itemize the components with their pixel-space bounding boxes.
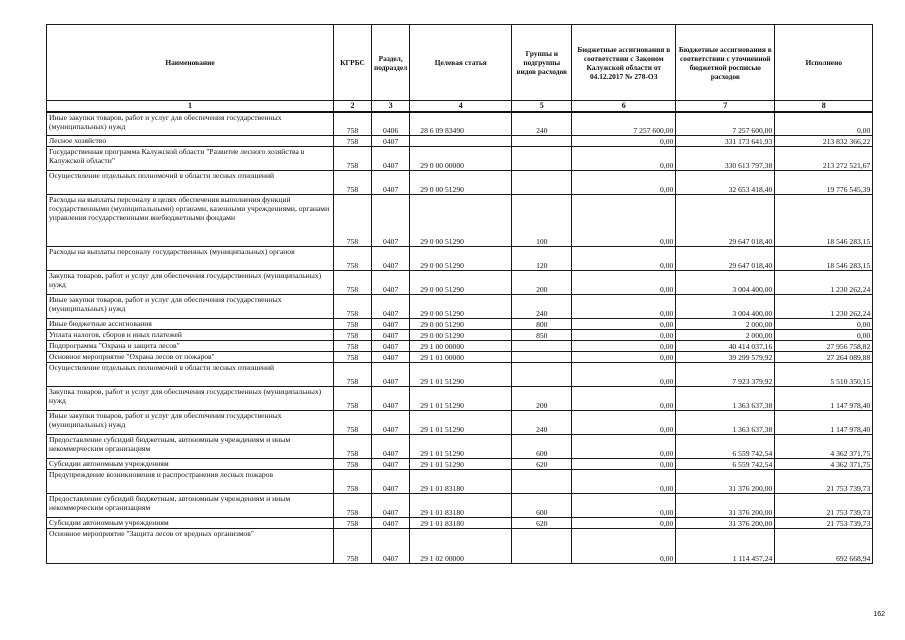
- cell-refined-allocation: 6 559 742,54: [676, 459, 775, 470]
- cell-target-article: 29 0 00 51290: [410, 295, 512, 319]
- cell-kgrbs: 758: [334, 529, 372, 564]
- cell-razdel: 0407: [372, 435, 410, 459]
- cell-executed: 27 264 089,88: [775, 352, 873, 363]
- table-row: [47, 387, 873, 411]
- cell-expense-group: [512, 363, 572, 387]
- table-row: [47, 459, 873, 470]
- cell-razdel: 0407: [372, 147, 410, 171]
- cell-kgrbs: 758: [334, 195, 372, 247]
- cell-target-article: 29 1 00 00000: [410, 341, 512, 352]
- cell-target-article: 29 1 01 51290: [410, 363, 512, 387]
- cell-refined-allocation: 31 376 200,00: [676, 518, 775, 529]
- cell-expense-group: 800: [512, 319, 572, 330]
- cell-razdel: 0407: [372, 171, 410, 195]
- budget-table: [46, 24, 873, 564]
- cell-kgrbs: 758: [334, 147, 372, 171]
- cell-target-article: 29 1 01 83180: [410, 470, 512, 494]
- table-row: [47, 470, 873, 494]
- cell-expense-group: 620: [512, 518, 572, 529]
- cell-razdel: 0407: [372, 470, 410, 494]
- cell-target-article: 29 0 00 51290: [410, 330, 512, 341]
- cell-kgrbs: 758: [334, 171, 372, 195]
- cell-razdel: 0407: [372, 195, 410, 247]
- cell-executed: 0,00: [775, 330, 873, 341]
- cell-expense-group: 200: [512, 271, 572, 295]
- cell-kgrbs: 758: [334, 295, 372, 319]
- cell-expense-group: 600: [512, 435, 572, 459]
- cell-refined-allocation: 29 647 018,40: [676, 247, 775, 271]
- cell-target-article: 29 0 00 51290: [410, 247, 512, 271]
- cell-law-allocation: 0,00: [572, 435, 676, 459]
- cell-law-allocation: 0,00: [572, 387, 676, 411]
- cell-kgrbs: 758: [334, 352, 372, 363]
- cell-expense-group: [512, 171, 572, 195]
- cell-name: Предоставление субсидий бюджетным, автономным учреждениям и иным некоммерческим организациям: [47, 435, 334, 459]
- cell-refined-allocation: 39 299 579,92: [676, 352, 775, 363]
- cell-razdel: 0407: [372, 459, 410, 470]
- cell-executed: 213 272 521,67: [775, 147, 873, 171]
- cell-kgrbs: 758: [334, 518, 372, 529]
- cell-name: Основное мероприятие "Защита лесов от вредных организмов": [47, 529, 334, 564]
- table-row: [47, 352, 873, 363]
- table-row: [47, 295, 873, 319]
- cell-law-allocation: 0,00: [572, 529, 676, 564]
- cell-kgrbs: 758: [334, 459, 372, 470]
- cell-target-article: 28 6 09 83490: [410, 112, 512, 136]
- cell-law-allocation: 0,00: [572, 247, 676, 271]
- header-law-allocations: Бюджетные ассигнования в соответствии с Законом Калужской области от 04.12.2017 № 278-ОЗ: [572, 25, 676, 101]
- cell-law-allocation: 0,00: [572, 295, 676, 319]
- cell-target-article: 29 0 00 00000: [410, 147, 512, 171]
- header-expense-groups: Группы и подгруппы видов расходов: [512, 25, 572, 101]
- column-number: 4: [410, 101, 512, 112]
- cell-law-allocation: 0,00: [572, 494, 676, 518]
- cell-kgrbs: 758: [334, 112, 372, 136]
- cell-refined-allocation: 29 647 018,40: [676, 195, 775, 247]
- table-row: [47, 341, 873, 352]
- cell-razdel: 0407: [372, 271, 410, 295]
- cell-kgrbs: 758: [334, 494, 372, 518]
- cell-razdel: 0407: [372, 387, 410, 411]
- cell-law-allocation: 0,00: [572, 330, 676, 341]
- table-body: [47, 112, 873, 564]
- cell-executed: 692 668,94: [775, 529, 873, 564]
- cell-razdel: 0407: [372, 411, 410, 435]
- table-row: [47, 319, 873, 330]
- cell-target-article: 29 1 01 51290: [410, 387, 512, 411]
- cell-name: Осуществление отдельных полномочий в области лесных отношений: [47, 171, 334, 195]
- cell-name: Субсидии автономным учреждениям: [47, 459, 334, 470]
- cell-expense-group: 600: [512, 494, 572, 518]
- cell-target-article: 29 1 01 00000: [410, 352, 512, 363]
- cell-law-allocation: 0,00: [572, 363, 676, 387]
- cell-law-allocation: 7 257 600,00: [572, 112, 676, 136]
- cell-target-article: 29 0 00 51290: [410, 195, 512, 247]
- cell-target-article: 29 1 01 51290: [410, 435, 512, 459]
- table-row: [47, 247, 873, 271]
- cell-executed: 21 753 739,73: [775, 470, 873, 494]
- cell-refined-allocation: 330 613 797,38: [676, 147, 775, 171]
- cell-expense-group: [512, 529, 572, 564]
- cell-law-allocation: 0,00: [572, 411, 676, 435]
- table-row: [47, 136, 873, 147]
- cell-name: Расходы на выплаты персоналу государственных (муниципальных) органов: [47, 247, 334, 271]
- cell-kgrbs: 758: [334, 387, 372, 411]
- cell-expense-group: [512, 470, 572, 494]
- cell-law-allocation: 0,00: [572, 171, 676, 195]
- cell-refined-allocation: 40 414 037,16: [676, 341, 775, 352]
- cell-name: Иные бюджетные ассигнования: [47, 319, 334, 330]
- cell-razdel: 0407: [372, 363, 410, 387]
- cell-kgrbs: 758: [334, 136, 372, 147]
- cell-name: Подпрограмма "Охрана и защита лесов": [47, 341, 334, 352]
- cell-executed: 4 362 371,75: [775, 435, 873, 459]
- page-number: 162: [873, 611, 885, 618]
- cell-razdel: 0407: [372, 518, 410, 529]
- cell-executed: 213 832 366,22: [775, 136, 873, 147]
- cell-razdel: 0406: [372, 112, 410, 136]
- cell-refined-allocation: 31 376 200,00: [676, 470, 775, 494]
- cell-executed: 21 753 739,73: [775, 518, 873, 529]
- cell-target-article: 29 1 01 51290: [410, 459, 512, 470]
- cell-refined-allocation: 1 363 637,38: [676, 411, 775, 435]
- column-number: 5: [512, 101, 572, 112]
- cell-refined-allocation: 31 376 200,00: [676, 494, 775, 518]
- cell-target-article: 29 1 01 83180: [410, 518, 512, 529]
- cell-kgrbs: 758: [334, 247, 372, 271]
- cell-target-article: 29 0 00 51290: [410, 171, 512, 195]
- cell-name: Осуществление отдельных полномочий в области лесных отношений: [47, 363, 334, 387]
- cell-razdel: 0407: [372, 341, 410, 352]
- cell-law-allocation: 0,00: [572, 459, 676, 470]
- column-number: 1: [47, 101, 334, 112]
- cell-refined-allocation: 3 004 400,00: [676, 295, 775, 319]
- cell-expense-group: 200: [512, 387, 572, 411]
- cell-expense-group: 240: [512, 295, 572, 319]
- cell-expense-group: 620: [512, 459, 572, 470]
- cell-expense-group: 240: [512, 112, 572, 136]
- cell-expense-group: 120: [512, 247, 572, 271]
- cell-executed: 1 147 978,40: [775, 411, 873, 435]
- cell-executed: 18 546 283,15: [775, 247, 873, 271]
- cell-target-article: [410, 136, 512, 147]
- cell-name: Уплата налогов, сборов и иных платежей: [47, 330, 334, 341]
- cell-kgrbs: 758: [334, 271, 372, 295]
- cell-refined-allocation: 331 173 641,93: [676, 136, 775, 147]
- cell-refined-allocation: 2 000,00: [676, 319, 775, 330]
- cell-name: Закупка товаров, работ и услуг для обеспечения государственных (муниципальных) нужд: [47, 271, 334, 295]
- cell-target-article: 29 1 02 00000: [410, 529, 512, 564]
- column-number: 8: [775, 101, 873, 112]
- table-header: [47, 25, 873, 112]
- cell-refined-allocation: 7 257 600,00: [676, 112, 775, 136]
- cell-law-allocation: 0,00: [572, 518, 676, 529]
- cell-refined-allocation: 6 559 742,54: [676, 435, 775, 459]
- cell-kgrbs: 758: [334, 341, 372, 352]
- cell-expense-group: [512, 147, 572, 171]
- cell-executed: 1 147 978,40: [775, 387, 873, 411]
- cell-name: Предоставление субсидий бюджетным, автономным учреждениям и иным некоммерческим организациям: [47, 494, 334, 518]
- cell-name: Расходы на выплаты персоналу в целях обеспечения выполнения функций государственными (муниципальными) органами, казенными учреждениями, органами управления государственными внебюджетными фондами: [47, 195, 334, 247]
- cell-razdel: 0407: [372, 136, 410, 147]
- cell-kgrbs: 758: [334, 470, 372, 494]
- cell-expense-group: [512, 352, 572, 363]
- column-number: 2: [334, 101, 372, 112]
- table-row: [47, 518, 873, 529]
- header-target-article: Целевая статья: [410, 25, 512, 101]
- cell-name: Закупка товаров, работ и услуг для обеспечения государственных (муниципальных) нужд: [47, 387, 334, 411]
- cell-name: Иные закупки товаров, работ и услуг для обеспечения государственных (муниципальных) нужд: [47, 112, 334, 136]
- cell-target-article: 29 1 01 51290: [410, 411, 512, 435]
- table-row: [47, 171, 873, 195]
- cell-refined-allocation: 1 363 637,38: [676, 387, 775, 411]
- header-razdel: Раздел, подраздел: [372, 25, 410, 101]
- header-executed: Исполнено: [775, 25, 873, 101]
- cell-name: Лесное хозяйство: [47, 136, 334, 147]
- cell-name: Субсидии автономным учреждениям: [47, 518, 334, 529]
- cell-refined-allocation: 7 923 379,92: [676, 363, 775, 387]
- cell-executed: 1 230 262,24: [775, 271, 873, 295]
- cell-law-allocation: 0,00: [572, 341, 676, 352]
- cell-target-article: 29 0 00 51290: [410, 271, 512, 295]
- cell-name: Государственная программа Калужской области "Развитие лесного хозяйства в Калужской области": [47, 147, 334, 171]
- cell-kgrbs: 758: [334, 330, 372, 341]
- cell-executed: 18 546 283,15: [775, 195, 873, 247]
- column-number: 3: [372, 101, 410, 112]
- table-row: [47, 435, 873, 459]
- cell-executed: 0,00: [775, 112, 873, 136]
- column-number: 6: [572, 101, 676, 112]
- cell-name: Основное мероприятие "Охрана лесов от пожаров": [47, 352, 334, 363]
- cell-law-allocation: 0,00: [572, 147, 676, 171]
- cell-razdel: 0407: [372, 352, 410, 363]
- cell-razdel: 0407: [372, 529, 410, 564]
- table-row: [47, 529, 873, 564]
- cell-executed: 27 956 758,82: [775, 341, 873, 352]
- cell-executed: 5 510 350,15: [775, 363, 873, 387]
- cell-executed: 21 753 739,73: [775, 494, 873, 518]
- cell-target-article: 29 0 00 51290: [410, 319, 512, 330]
- cell-kgrbs: 758: [334, 435, 372, 459]
- cell-law-allocation: 0,00: [572, 271, 676, 295]
- column-number: 7: [676, 101, 775, 112]
- cell-executed: 19 776 545,39: [775, 171, 873, 195]
- cell-executed: 0,00: [775, 319, 873, 330]
- cell-executed: 4 362 371,75: [775, 459, 873, 470]
- cell-expense-group: 850: [512, 330, 572, 341]
- cell-expense-group: [512, 341, 572, 352]
- cell-name: Иные закупки товаров, работ и услуг для обеспечения государственных (муниципальных) нужд: [47, 295, 334, 319]
- table-row: [47, 271, 873, 295]
- cell-expense-group: 100: [512, 195, 572, 247]
- cell-target-article: 29 1 01 83180: [410, 494, 512, 518]
- cell-name: Предупреждение возникновения и распространения лесных пожаров: [47, 470, 334, 494]
- cell-refined-allocation: 3 004 400,00: [676, 271, 775, 295]
- cell-expense-group: [512, 136, 572, 147]
- cell-razdel: 0407: [372, 494, 410, 518]
- cell-law-allocation: 0,00: [572, 319, 676, 330]
- cell-law-allocation: 0,00: [572, 195, 676, 247]
- cell-executed: 1 230 262,24: [775, 295, 873, 319]
- table-row: [47, 330, 873, 341]
- cell-law-allocation: 0,00: [572, 470, 676, 494]
- cell-kgrbs: 758: [334, 363, 372, 387]
- table-row: [47, 195, 873, 247]
- table-row: [47, 112, 873, 136]
- column-number-row: [47, 101, 873, 112]
- table-row: [47, 147, 873, 171]
- cell-razdel: 0407: [372, 247, 410, 271]
- header-kgrbs: КГРБС: [334, 25, 372, 101]
- cell-expense-group: 240: [512, 411, 572, 435]
- cell-refined-allocation: 1 114 457,24: [676, 529, 775, 564]
- cell-kgrbs: 758: [334, 411, 372, 435]
- cell-refined-allocation: 2 000,00: [676, 330, 775, 341]
- cell-razdel: 0407: [372, 330, 410, 341]
- cell-law-allocation: 0,00: [572, 352, 676, 363]
- cell-kgrbs: 758: [334, 319, 372, 330]
- table-row: [47, 363, 873, 387]
- cell-razdel: 0407: [372, 295, 410, 319]
- table-row: [47, 494, 873, 518]
- header-refined-allocations: Бюджетные ассигнования в соответствии с уточненной бюджетной росписью расходов: [676, 25, 775, 101]
- cell-razdel: 0407: [372, 319, 410, 330]
- header-name: Наименование: [47, 25, 334, 101]
- table-row: [47, 411, 873, 435]
- cell-refined-allocation: 32 653 418,40: [676, 171, 775, 195]
- cell-law-allocation: 0,00: [572, 136, 676, 147]
- cell-name: Иные закупки товаров, работ и услуг для обеспечения государственных (муниципальных) нужд: [47, 411, 334, 435]
